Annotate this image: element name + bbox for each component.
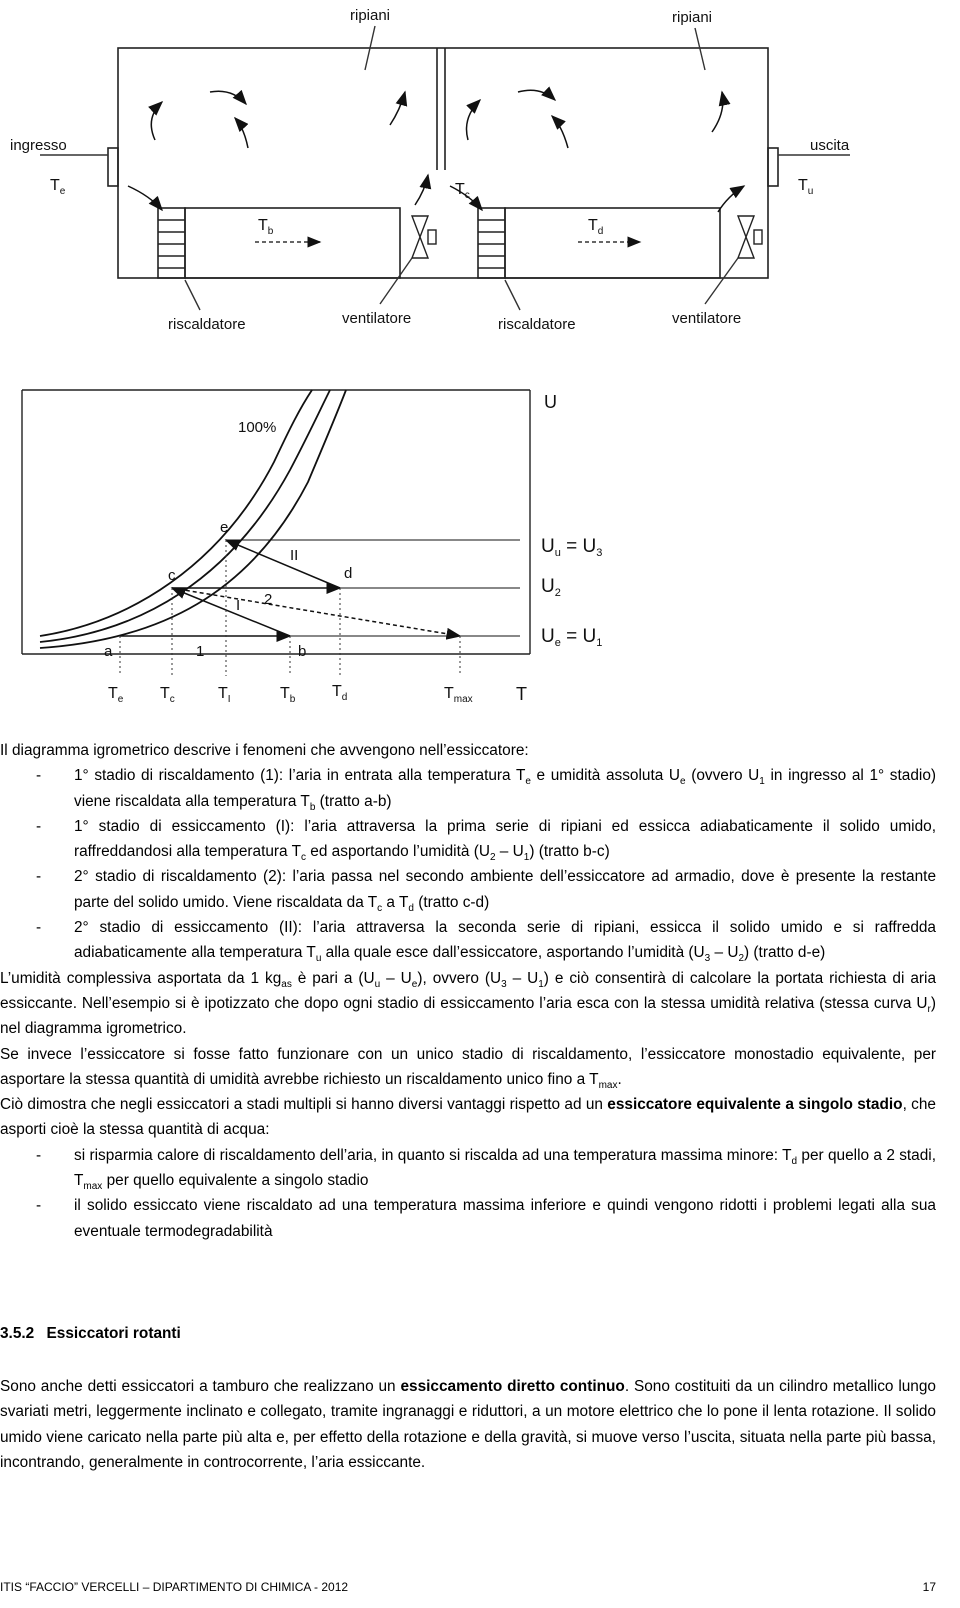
point-c: c [168,567,176,584]
tick-tb: $T_b$ [280,685,296,705]
tick-td: $T_d$ [332,683,348,703]
y-axis-label: U [544,392,557,412]
list-item: - si risparmia calore di riscaldamento dell’aria, in quanto si riscalda ad una temperatura massima minore: $T_d$ per quello a 2 stadi, $T_{max}$ per quello equivalente a singolo stadio [0,1143,936,1194]
list-item: - 1° stadio di essiccamento (I): l’aria attraversa la prima serie di ripiani ed essicca adiabaticamente il solido umido, raffreddandosi alla temperatura $T_c$ ed asportando l’umidità $(U_2 - U_1)$ (tratto b-c) [0,814,936,865]
label-ripiani-left: ripiani [350,7,391,24]
dryer-schematic [0,0,960,350]
point-b: b [298,643,307,660]
temp-Tu: $T_u$ [798,177,814,197]
list-item: - il solido essiccato viene riscaldato ad una temperatura massima inferiore e quindi vengono ridotti i problemi legati alla sua eventuale termodegradabilità [0,1193,936,1244]
label-riscaldatore-right: riscaldatore [498,316,576,333]
advantages-list [0,1143,936,1244]
temp-Te: $T_e$ [50,177,66,197]
step-2: 2 [264,591,273,608]
curve-label: 100% [238,419,277,436]
point-e: e [220,519,229,536]
list-item: - 1° stadio di riscaldamento (1): l’aria in entrata alla temperatura $T_e$ e umidità assoluta $U_e$ (ovvero $U_1$ in ingresso al 1° stadio) viene riscaldata alla temperatura $T_b$ (tratto a-b) [0,763,936,814]
paragraph-monostadio: Se invece l’essiccatore si fosse fatto funzionare con un unico stadio di riscaldamento, l’essiccatore monostadio equivalente, per asportare la stessa quantità di umidità avrebbe richiesto un riscaldamento unico fino a $T_{max}$. [0,1045,936,1091]
segment-II [226,540,340,588]
tick-tc: $T_c$ [160,685,175,705]
psychrometric-diagram [0,370,960,720]
page-number: 17 [922,1580,936,1594]
label-ventilatore-right: ventilatore [672,310,742,327]
point-d: d [344,565,353,582]
temp-Tc: $T_c$ [455,181,470,201]
page-footer [0,1580,936,1594]
point-a: a [104,643,113,660]
tick-te: $T_e$ [108,685,124,705]
intro-paragraph: Il diagramma igrometrico descrive i fenomeni che avvengono nell’essiccatore: [0,742,529,759]
label-riscaldatore-left: riscaldatore [168,316,246,333]
temp-Tb: $T_b$ [258,217,274,237]
step-1: 1 [196,643,205,660]
step-II: II [290,547,299,564]
list-item: - 2° stadio di riscaldamento (2): l’aria passa nel secondo ambiente dell’essiccatore ad armadio, dove è presente la restante parte del solido umido. Viene riscaldata da $T_c$ a $T_d$ (tratto c-d) [0,864,936,915]
section-number: 3.5.2 [0,1325,35,1342]
fan-icon [412,216,762,258]
label-ingresso: ingresso [10,137,67,154]
body-text [0,738,936,1244]
stage-list [0,763,936,965]
x-axis-label: T [516,684,527,704]
list-item: - 2° stadio di essiccamento (II): l’aria attraversa la seconda serie di ripiani, essicca il solido umido e si raffredda adiabaticamente alla temperatura $T_u$ alla quale esce dall’essiccatore, asportando l’umidità $(U_3 - U_2)$ (tratto d-e) [0,915,936,966]
section-heading [0,1325,181,1343]
section-paragraph: Sono anche detti essiccatori a tamburo che realizzano un essiccamento diretto continuo. Sono costituiti da un cilindro metallico lungo svariati metri, leggermente inclinato e collegato, tramite ingranaggi e riduttori, a un motore elettrico che lo pone il lenta rotazione. Il solido umido viene caricato nella parte più alta e, per effetto della rotazione e della gravità, si muove verso l’uscita, situata nella parte più bassa, incontrando, generalmente in controcorrente, l’aria essiccante. [0,1378,936,1471]
paragraph-umidita: L’umidità complessiva asportata da 1 $kg_{as}$ è pari a $(U_u - U_e)$, ovvero $(U_3 - U_1)$ e ciò consentirà di calcolare la portata richiesta di aria essiccante. Nell’esempio si è ipotizzato che dopo ogni stadio di essiccamento l’aria esca con la stessa umidità relativa (stessa curva $U_r$) nel diagramma igrometrico. [0,969,937,1038]
label-uu-u3: $U_u = U_3$ [541,536,603,559]
temp-Td: $T_d$ [588,217,604,237]
label-ue-u1: $U_e = U_1$ [541,626,603,649]
paragraph-vantaggi: Ciò dimostra che negli essiccatori a stadi multipli si hanno diversi vantaggi rispetto ad un essiccatore equivalente a singolo stadio, che asporti cioè la stessa quantità di acqua: [0,1096,936,1139]
step-I: I [236,597,241,614]
tick-ti: $T_I$ [218,685,231,705]
segment-single-stage [172,588,460,636]
section-title: Essiccatori rotanti [46,1325,181,1342]
label-ventilatore-left: ventilatore [342,310,412,327]
tick-tmax: $T_{max}$ [444,685,473,705]
label-ripiani-right: ripiani [672,9,713,26]
label-u2: $U_2$ [541,576,561,599]
label-uscita: uscita [810,137,850,154]
footer-text: ITIS “FACCIO” VERCELLI – DIPARTIMENTO DI CHIMICA - 2012 [0,1580,349,1594]
